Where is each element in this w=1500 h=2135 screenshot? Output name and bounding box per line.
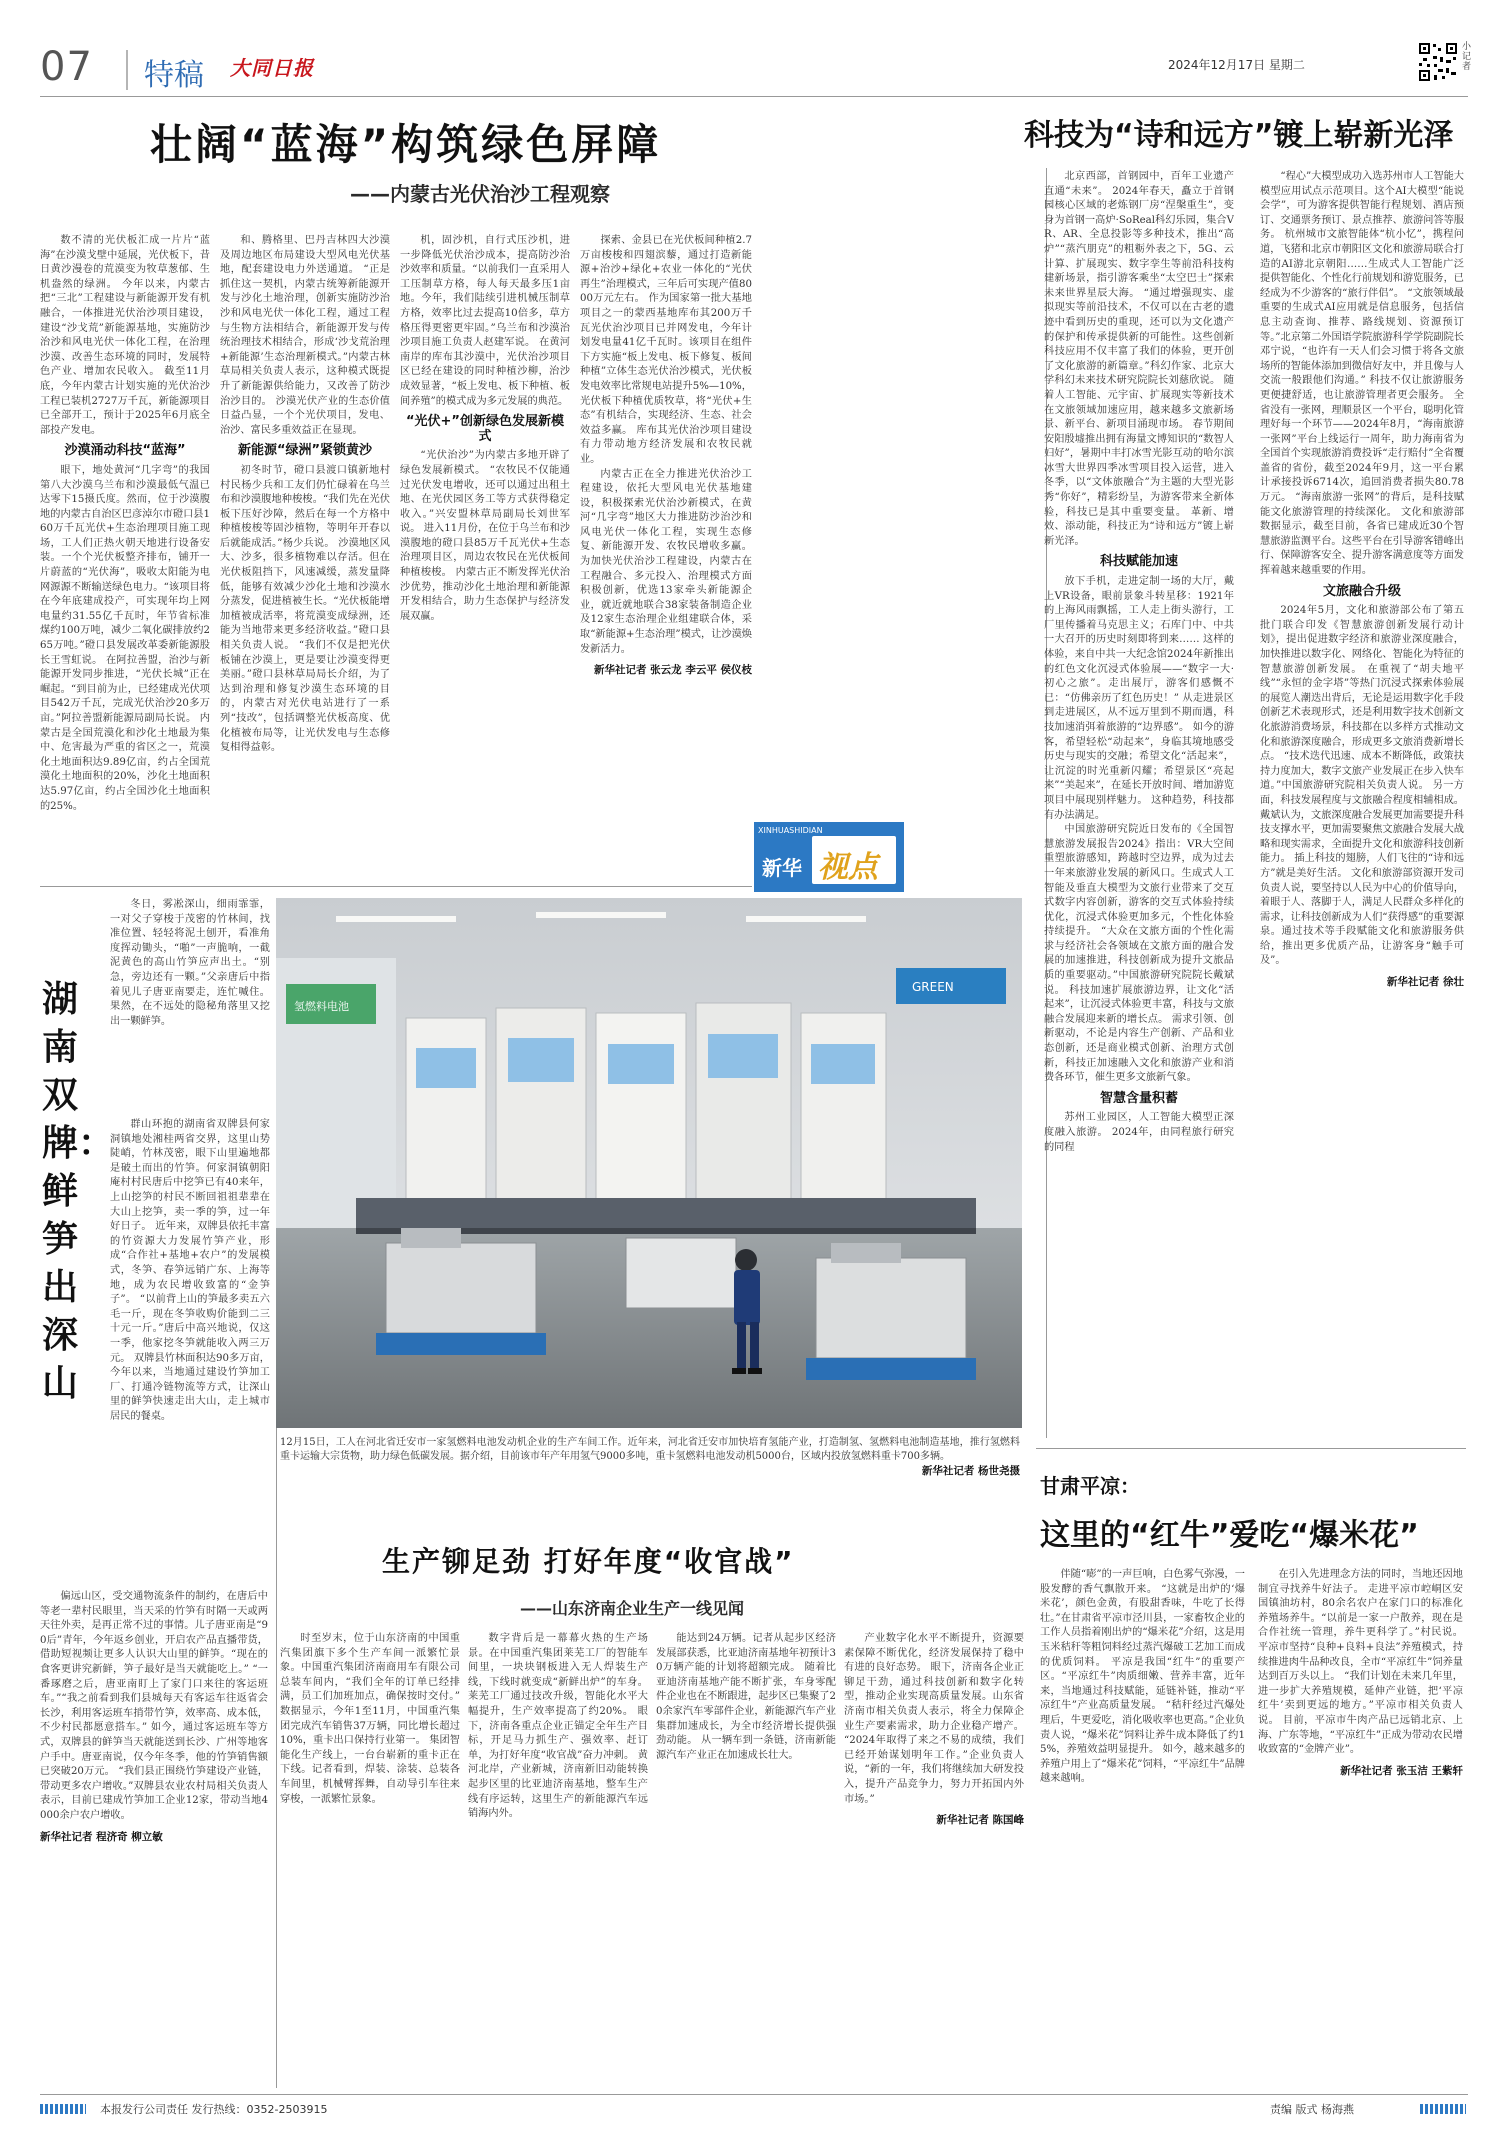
article3-title: 湖南双牌：鲜笋出深山 bbox=[42, 979, 115, 1404]
article5-byline: 新华社记者 张玉洁 王紫轩 bbox=[1340, 1764, 1463, 1777]
article3-col2 bbox=[110, 1118, 270, 1588]
article2-byline: 新华社记者 徐壮 bbox=[1386, 976, 1464, 989]
article2-col1b-body: 放下手机，走进定制一场的大厅，戴上VR设备，眼前景象斗转星移：1921年的上海风雨飘摇，工人走上街头游行，工厂里传播着马克思主义；石库门中、中共一大召开的历史时刻即将到来…… 这样的体验，来自中共一大纪念馆2024年新推出的红色文化沉浸式体验展——“数字一大·初心之旅”。走出展厅，游客们感慨不已：“仿佛亲历了红色历史！” 从走进景区到走进展区，从不远万里到不期而遇，科技加速消弭着旅游的“边界感”。 如今的游客，希望轻松“动起来”，身临其境地感受历史与现实的交融；希望文化“活起来”，让沉淀的时光重新闪耀；希望景区“亮起来”“美起来”，在延长开放时间、增加游览项目中展现别样魅力。 这种趋势，科技都有办法满足。 bbox=[1044, 576, 1234, 821]
article4-col4 bbox=[844, 1632, 1024, 2082]
article1-col2b-body: 初冬时节，磴口县渡口镇新地村村民杨少兵和工友们仍忙碌着在乌兰布和沙漠腹地种梭梭。“我们先在光伏板下压好沙障，然后在每一个方格中种植梭梭等固沙植物，等明年开春以后就能成活。”杨少兵说。 沙漠地区风大、沙多，很多植物难以存活。但在光伏板阻挡下，风速减缓，蒸发量降低，能够有效减少沙化土地和沙漠水分蒸发，促进植被生长。“光伏板能增加植被成活率，将荒漠变成绿洲，还能为当地带来更多经济收益。”磴口县相关负责人说。 “我们不仅是把光伏板铺在沙漠上，更是要让沙漠变得更美丽。”磴口县林草局局长介绍，为了达到治理和修复沙漠生态环境的目的，内蒙古对光伏电站进行了一系列“技改”，包括调整光伏板高度、优化植被布局等，让光伏发电与生态修复相得益彰。 bbox=[220, 464, 390, 754]
article1-col3-body: 机，固沙机，自行式压沙机，进一步降低光伏治沙成本，提高防沙治沙效率和质量。“以前我们一直采用人工压制草方格，每人每天最多压1亩地。今年，我们陆续引进机械压制草方格，效率比过去提高10倍多，草方格压得更密更牢固。”乌兰布和沙漠治沙项目施工负责人赵建军说。 在黄河南岸的库布其沙漠中，光伏治沙项目区已经在建设的同时种植沙柳，治沙成效显著，“板上发电、板下种植、板间养殖”的模式成为多元发展的典范。 bbox=[400, 235, 570, 407]
article5-col2-body: 在引入先进理念方法的同时，当地还因地制宜寻找养牛好法子。 走进平凉市崆峒区安国镇油坊村，80余名农户在家门口的标准化养殖场养牛。“以前是一家一户散养，现在是合作社统一管理，养牛更科学了。”村民说。 平凉市坚持“良种+良料+良法”养殖模式，持续推进肉牛品种改良，全市“平凉红牛”饲养量达到百万头以上。 “我们计划在未来几年里，进一步扩大养殖规模，延伸产业链，把‘平凉红牛’卖到更远的地方。”平凉市相关负责人说。 目前，平凉市牛肉产品已远销北京、上海、广东等地，“平凉红牛”正成为带动农民增收致富的“金牌产业”。 bbox=[1258, 1569, 1463, 1756]
photo-caption bbox=[280, 1436, 1020, 1478]
article4-col3-body: 能达到24万辆。记者从起步区经济发展部获悉，比亚迪济南基地年初预计30万辆产能的计划将超额完成。 随着比亚迪济南基地产能不断扩张，车身零配件企业也在不断跟进，起步区已集聚了20余家汽车零部件企业，新能源汽车产业集群加速成长，为全市经济增长提供强劲动能。 从一辆车到一条链，济南新能源汽车产业正在加速成长壮大。 bbox=[656, 1633, 836, 1761]
header-rule bbox=[40, 96, 1468, 97]
article5-title: 这里的“红牛”爱吃“爆米花” bbox=[1040, 1518, 1419, 1553]
footer-bar-right-icon bbox=[1420, 2104, 1466, 2114]
article1-subhead-3: “光伏+”创新绿色发展新模式 bbox=[406, 414, 564, 444]
article4-subtitle: ——山东济南企业生产一线见闻 bbox=[520, 1599, 745, 1618]
article1-title: 壮阔“蓝海”构筑绿色屏障 bbox=[150, 120, 662, 169]
photo-wall-sign-b: GREEN bbox=[912, 980, 954, 994]
badge-english: XINHUASHIDIAN bbox=[758, 826, 823, 835]
article1-col1-body: 数不清的光伏板汇成一片片“蓝海”在沙漠戈壁中延展，光伏板下，昔日黄沙漫卷的荒漠变为牧草葱郁、生机盎然的绿洲。 今年以来，内蒙古把“三北”工程建设与新能源开发有机融合，一体推进光伏治沙项目建设，建设“沙戈荒”新能源基地，实施防沙治沙和风电光伏一体化工程，在治理沙漠、改善生态环境的同时，发展特色产业、增加农民收入。 截至11月底，今年内蒙古计划实施的光伏治沙工程已装机2727万千瓦，新能源项目已全部开工，预计于2025年6月底全部投产发电。 bbox=[40, 235, 210, 436]
badge-left: 新华 bbox=[762, 856, 802, 880]
badge-right-box bbox=[812, 836, 896, 884]
article1-subhead-1: 沙漠涌动科技“蓝海” bbox=[64, 443, 186, 459]
divider-a5-top bbox=[1036, 1448, 1466, 1449]
article2-col1c-body: 中国旅游研究院近日发布的《全国智慧旅游发展报告2024》指出：VR大空间重塑旅游感知，跨越时空边界，成为过去一年来旅游业发展的新风口。生成式人工智能及垂直大模型为文旅行业带来了交互式数字内容创新，游客的交互式体验持续优化，沉浸式体验更加多元，个性化体验持续提升。 “大众在文旅方面的个性化需求与经济社会各领域在文旅方面的融合发展的加速推进，科技创新成为提升文旅品质的重要驱动。”中国旅游研究院院长戴斌说。 科技加速扩展旅游边界，让文化“活起来”，让沉浸式体验更丰富，科技与文旅融合发展迎来新的增长点。 需求引领、创新驱动，不论是内容生产创新、产品和业态创新，还是商业模式创新、治理方式创新，科技正加速融入文化和旅游产业和消费各环节，催生更多文旅新气象。 bbox=[1044, 824, 1234, 1084]
article2-col2 bbox=[1260, 170, 1464, 1440]
article2-subhead-2: 智慧含量积蓄 bbox=[1099, 1090, 1178, 1106]
article2-subhead-1: 科技赋能加速 bbox=[1099, 554, 1178, 570]
article1-col4 bbox=[580, 234, 752, 824]
article5-col2 bbox=[1258, 1568, 1463, 2088]
article1-col3 bbox=[400, 234, 570, 874]
article2-col2-body: “程心”大模型成功入选苏州市人工智能大模型应用试点示范项目。这个AI大模型“能说会学”，可为游客提供智能行程规划、酒店预订、交通票务预订、景点推荐、旅游问答等服务。 杭州城市文旅智能体“杭小忆”，携程问道，飞猪和北京市朝阳区文化和旅游局联合打造的AI游北京朝阳……生成式人工智能广泛提供智能化、个性化行前规划和游览服务，已经成为不少游客的“旅行伴侣”。 “文旅领域最重要的生成式AI应用就是信息服务，包括信息主动查询、推荐、路线规划、资源预订等。”北京第二外国语学院旅游科学学院副院长邓宁说，“也许有一天人们会习惯于将各文旅场所的智能体添加到微信好友中，并且像与人交流一般跟他们沟通。” 科技不仅让旅游服务更便捷舒适，也让旅游管理者更会服务。 全省没有一张网，理顺景区一个平台，聪明化管理好每一个环节——2024年8月，“海南旅游一张网”平台上线运行一周年，助力海南省为全国首个实现旅游消费投诉“走行赔付”全省覆盖省的省份，截至2024年9月，这一平台累计承接投诉6714次，追回消费者损失80.78万元。 “海南旅游一张网”的背后，是科技赋能文化旅游管理的持续深化。 文化和旅游部数据显示，截至目前，各省已建成近30个智慧旅游监测平台。这些平台在引导游客错峰出行、保障游客安全、提升游客满意度等方面发挥着越来越重要的作用。 bbox=[1260, 171, 1464, 577]
article2-subhead-3: 文旅融合升级 bbox=[1322, 583, 1401, 599]
article5-col1 bbox=[1040, 1568, 1245, 2088]
footer-left: 本报发行公司责任 发行热线：0352-2503915 bbox=[100, 2103, 328, 2116]
article3-byline: 新华社记者 程济奇 柳立敏 bbox=[40, 1830, 163, 1843]
article4-byline: 新华社记者 陈国峰 bbox=[936, 1814, 1024, 1827]
article2-col1d-body: 苏州工业园区，人工智能大模型正深度融入旅游。 2024年，由同程旅行研究的同程 bbox=[1044, 1112, 1234, 1153]
article2-col2b-body: 2024年5月，文化和旅游部公布了第五批门联合印发《智慧旅游创新发展行动计划》，提出促进数字经济和旅游业深度融合，加快推进以数字化、网络化、智能化为特征的智慧旅游创新发展。 在重视了“胡夫地平线”“永恒的金字塔”等热门沉浸式探索体验展的展览人潮迭出背后，无论是运用数字化手段创新艺术表现形式，还是利用数字技术创新文化旅游消费场景，科技都在以多样方式推动文化和旅游深度融合，形成更多文旅消费新增长点。 “技术迭代迅速、成本不断降低，政策扶持力度加大，数字文旅产业发展正在步入快车道。”中国旅游研究院相关负责人说。 另一方面，科技发展程度与文旅融合程度相辅相成。戴斌认为，文旅深度融合发展更加需要提升科技支撑水平，更加需要聚焦文旅融合发展大战略和现实需求，全面提升文化和旅游科技创新能力。 插上科技的翅膀，人们飞往的“诗和远方”就是美好生活。 文化和旅游部资源开发司负责人说，要坚持以人民为中心的价值导向，着眼于人、落脚于人，满足人民群众多样化的需求，让科技创新成为人们“获得感”的重要源泉。通过技术等手段赋能文化和旅游服务供给，推出更多优质产品，让游客身“触手可及”。 bbox=[1260, 605, 1464, 967]
article1-col4-body: 探索、金县已在光伏板间种植2.7万亩梭梭和四翅滨藜，通过打造新能源+治沙+绿化+农业一体化的“光伏再生”治理模式，三年后可实现产值8000万元左右。 作为国家第一批大基地项目之一的蒙西基地库布其200万千瓦光伏治沙项目已并网发电，今年计划发电量41亿千瓦时。该项目在组件下方实施“板上发电、板下修复、板间种植”立体生态光伏治沙模式，光伏板发电效率比常规电站提升5%—10%，光伏板下种植优质牧草，将“光伏+生态”有机结合，实现经济、生态、社会效益多赢。 库布其光伏治沙项目建设有力带动地方经济发展和农牧民就业。 bbox=[580, 235, 752, 465]
article1-col1b-body: 眼下，地处黄河“几字弯”的我国第八大沙漠乌兰布和沙漠最低气温已达零下15摄氏度。然而，位于沙漠腹地的内蒙古自治区巴彦淖尔市磴口县160万千瓦光伏+生态治理项目施工现场，工人们正热火朝天地进行设备安装。一个个光伏板整齐排布，铺开一片蔚蓝的“光伏海”，吸收太阳能为电网源源不断输送绿色电力。“该项目将在今年底建成投产，可实现年均上网电量约31.55亿千瓦时，年节省标准煤约100万吨，减少二氧化碳排放约265万吨。”磴口县发展改革委新能源股长王雪虹说。 在阿拉善盟，治沙与新能源开发同步推进，“光伏长城”正在崛起。“到目前为止，已经建成光伏项目542万千瓦，完成光伏治沙20多万亩。”阿拉善盟新能源局副局长说。 内蒙古是全国荒漠化和沙化土地最为集中、危害最为严重的省区之一，荒漠化土地面积达9.89亿亩，约占全国荒漠化土地面积的20%，沙化土地面积达5.97亿亩，约占全国沙化土地面积的25%。 bbox=[40, 464, 210, 812]
page-number: 07 bbox=[40, 44, 93, 90]
article1-subhead-2: 新能源“绿洲”紧锁黄沙 bbox=[237, 443, 373, 459]
article4-col3 bbox=[656, 1632, 836, 2082]
footer bbox=[40, 2094, 1468, 2124]
xinhua-viewpoint-badge bbox=[754, 822, 904, 892]
article5-col1-body: 伴随“嘭”的一声巨响，白色雾气弥漫，一股发酵的香气飘散开来。 “这就是出炉的‘爆米花’，颜色金黄，有股甜香味，牛吃了长得壮。”在甘肃省平凉市泾川县，一家畜牧企业的工作人员指着刚出炉的“爆米花”介绍，这是用玉米秸秆等粗饲料经过蒸汽爆破工艺加工而成的优质饲料。 平凉是我国“红牛”的重要产区。“平凉红牛”肉质细嫩、营养丰富，近年来，当地通过科技赋能，延链补链，推动“平凉红牛”产业高质量发展。 “秸秆经过汽爆处理后，牛更爱吃，消化吸收率也更高。”企业负责人说，“爆米花”饲料让养牛成本降低了约15%，养殖效益明显提升。 如今，越来越多的养殖户用上了“爆米花”饲料，“平凉红牛”品牌越来越响。 bbox=[1040, 1569, 1245, 1785]
article4-col1-body: 时至岁末，位于山东济南的中国重汽集团旗下多个生产车间一派繁忙景象。中国重汽集团济南商用车有限公司总装车间内，“我们全年的订单已经排满，员工们加班加点，确保按时交付。” 数据显示，今年1至11月，中国重汽集团完成汽车销售37万辆，同比增长超过10%，重卡出口保持行业第一。 集团智能化生产线上，一台台崭新的重卡正在下线。记者看到，焊装、涂装、总装各车间里，机械臂挥舞，自动导引车往来穿梭，一派繁忙景象。 bbox=[280, 1633, 460, 1805]
article3-col1 bbox=[110, 898, 270, 1110]
article4-col2-body: 数字背后是一幕幕火热的生产场景。在中国重汽集团莱芜工厂的智能车间里，一块块钢板进入无人焊装生产线，下线时就变成“新鲜出炉”的车身。莱芜工厂通过技改升级，智能化水平大幅提升，生产效率提高了约20%。 眼下，济南各重点企业正锚定全年生产目标，开足马力抓生产、强效率、赶订单，为打好年度“收官战”奋力冲刺。 黄河北岸，产业新城，济南新旧动能转换起步区里的比亚迪济南基地，整车生产线有序运转，这里生产的新能源汽车远销海内外。 bbox=[468, 1633, 648, 1820]
article2-col1-body: 北京西部，首钢园中，百年工业遗产直通“未来”。 2024年春天，矗立于首钢园核心区域的老炼钢厂房“涅槃重生”，变身为首钢一高炉·SoReal科幻乐园，集合VR、AR、全息投影等多种技术，推出“高炉”“蒸汽朋克”的粗粝外表之下，5G、云计算、扩展现实、数字孪生等前沿科技构建新场景，指引游客乘坐“太空巴士”探索未来世界星辰大海。 “通过增强现实、虚拟现实等前沿技术，不仅可以在古老的遗迹中看到历史的重现，还可以为文化遗产的保护和传承提供新的可能性。这些创新科技应用不仅丰富了我们的体验，更开创了文化旅游的新篇章。”科幻作家、北京大学科幻未来技术研究院院长刘慈欣说。 随着人工智能、元宇宙、扩展现实等新技术在文旅领域加速应用，越来越多文旅新场景、新平台、新项目涌现市场。 春节期间安阳殷墟推出拥有海量文博知识的“数智人妇好”，暑期中丰打冰雪光影互动的哈尔滨冰雪大世界四季冰雪项目投入运营，进入冬季，以“文体旅融合”为主题的大型光影秀“你好”，精彩纷呈，为游客带来全新体验，科技已是其中重要变量。 革新、增效、添动能，科技正为“诗和远方”镀上崭新光泽。 bbox=[1044, 171, 1234, 547]
qr-code-icon bbox=[1418, 42, 1458, 82]
article4-title: 生产铆足劲 打好年度“收官战” bbox=[382, 1545, 795, 1578]
article1-byline: 新华社记者 张云龙 李云平 侯仪枝 bbox=[594, 664, 752, 677]
photo-caption-text: 12月15日，工人在河北省迁安市一家氢燃料电池发动机企业的生产车间工作。近年来，河北省迁安市加快培育氢能产业，打造制氢、氢燃料电池制造基地，推行氢燃料重卡运输大宗货物，助力绿色低碳发展。据介绍，目前该市年产年用氢气9000多吨，重卡氢燃料电池发动机5000台，区域内投放氢燃料重卡700多辆。 bbox=[280, 1437, 1020, 1462]
article5-kicker: 甘肃平凉： bbox=[1040, 1474, 1140, 1498]
article1-subtitle: ——内蒙古光伏治沙工程观察 bbox=[350, 182, 610, 206]
photo-wall-sign: 氢燃料电池 bbox=[294, 1000, 349, 1013]
article3-col3-body: 偏远山区，受交通物流条件的制约，在唐后中等老一辈村民眼里，当天采的竹笋有时隔一天或两天往外卖，是再正常不过的事情。儿子唐亚南是“90后”青年，今年返乡创业，开启农产品直播带货，借助短视频让更多人认识大山里的鲜笋。“现在的食客更讲究新鲜，笋子最好是当天就能吃上。” “一番琢磨之后，唐亚南盯上了家门口来往的客运班车。”“我之前看到我们县城每天有客运车往返省会长沙，利用客运班车捎带竹笋，效率高、成本低，不少村民都愿意搭车。” 如今，通过客运班车等方式，双牌县的鲜笋当天就能送到长沙、广州等地客户手中。唐亚南说，仅今年冬季，他的竹笋销售额已突破20万元。 “我们县正围绕竹笋建设产业链，带动更多农户增收。”双牌县农业农村局相关负责人表示，目前已建成竹笋加工企业12家，带动当地4000余户农户增收。 bbox=[40, 1591, 268, 1821]
article3-col2-body: 群山环抱的湖南省双牌县何家洞镇地处湘桂两省交界，这里山势陡峭，竹林茂密，眼下山里遍地都是破土而出的竹笋。何家洞镇朝阳庵村村民唐后中挖笋已有40来年，上山挖笋的村民不断回祖祖辈辈在大山上挖笋，卖一季的笋，过一年好日子。 近年来，双牌县依托丰富的竹资源大力发展竹笋产业，形成“合作社+基地+农户”的发展模式，冬笋、春笋远销广东、上海等地，成为农民增收致富的“金笋子”。 “以前背上山的笋最多卖五六毛一斤，现在冬笋收购价能到二三十元一斤。”唐后中高兴地说，仅这一季，他家挖冬笋就能收入两三万元。 双牌县竹林面积达90多万亩，今年以来，当地通过建设竹笋加工厂、打通冷链物流等方式，让深山里的鲜笋快速走出大山，走上城市居民的餐桌。 bbox=[110, 1119, 270, 1422]
footer-right: 责编 版式 杨海燕 bbox=[1270, 2103, 1354, 2116]
header-divider bbox=[126, 50, 128, 90]
article4-col1 bbox=[280, 1632, 460, 2082]
article4-col4-body: 产业数字化水平不断提升，资源要素保障不断优化，经济发展保持了稳中有进的良好态势。 眼下，济南各企业正铆足干劲，通过科技创新和数字化转型，推动企业实现高质量发展。山东省济南市相关负责人表示，将全力保障企业生产要素需求，助力企业稳产增产。 “2024年取得了来之不易的成绩，我们已经开始谋划明年工作。”企业负责人说，“新的一年，我们将继续加大研发投入，提升产品竞争力，努力开拓国内外市场。” bbox=[844, 1633, 1024, 1805]
article3-col3 bbox=[40, 1590, 268, 2090]
article2-col1 bbox=[1044, 170, 1234, 1450]
photo-credit: 新华社记者 杨世尧摄 bbox=[921, 1465, 1020, 1477]
article4-col2 bbox=[468, 1632, 648, 2082]
article1-col2 bbox=[220, 234, 390, 874]
article3-col1-body: 冬日，雾凇深山，细雨霏霏，一对父子穿梭于茂密的竹林间，找准位置、轻轻将泥土刨开，看准角度挥动锄头，“啪”一声脆响，一截泥黄色的高山竹笋应声出土。“别急，旁边还有一颗。”父亲唐后中指着见儿子唐亚南要走，连忙喊住。果然，在不远处的隐秘角落里又挖出一颗鲜笋。 bbox=[110, 899, 270, 1027]
section-name: 特稿 bbox=[144, 58, 204, 93]
masthead-logo: 大同日报 bbox=[230, 56, 314, 80]
qr-caption: 小记者 bbox=[1462, 42, 1472, 72]
article1-col3b-body: “光伏治沙”为内蒙古多地开辟了绿色发展新模式。 “农牧民不仅能通过光伏发电增收，还可以通过出租土地、在光伏园区务工等方式获得稳定收入。”兴安盟林草局副局长刘世军说。 进入11月份，在位于乌兰布和沙漠腹地的磴口县85万千瓦光伏+生态治理项目区，周边农牧民在光伏板间种植梭梭。 内蒙古正不断发挥光伏治沙优势，推动沙化土地治理和新能源开发相结合，助力生态保护与经济发展双赢。 bbox=[400, 450, 570, 622]
factory-photo bbox=[276, 898, 1022, 1428]
badge-right: 视点 bbox=[818, 850, 878, 885]
divider-a1-bottom bbox=[40, 886, 752, 887]
page-header bbox=[40, 42, 1472, 100]
article1-col1 bbox=[40, 234, 210, 874]
article2-title: 科技为“诗和远方”镀上崭新光泽 bbox=[1024, 118, 1454, 153]
article1-col2-body: 和、腾格里、巴丹吉林四大沙漠及周边地区布局建设大型风电光伏基地，配套建设电力外送通道。 “正是抓住这一契机，内蒙古统筹新能源开发与沙化土地治理，创新实施防沙治沙和风电光伏一体化工程，通过工程与生物方法相结合，新能源开发与传统治理技术相结合，形成‘沙戈荒治理+新能源’生态治理新模式。”内蒙古林草局相关负责人表示，这种模式既提升了新能源供给能力，又改善了防沙治沙目的。 沙漠光伏产业的生态价值日益凸显，一个个光伏项目，发电、治沙、富民多重效益正在显现。 bbox=[220, 235, 390, 436]
footer-bar-icon bbox=[40, 2104, 86, 2114]
article1-col4b-body: 内蒙古正在全力推进光伏治沙工程建设，依托大型风电光伏基地建设，积极探索光伏治沙新模式，在黄河“几字弯”地区大力推进防沙治沙和风电光伏一体化工程，实现生态修复、新能源开发、农牧民增收多赢。 为加快光伏治沙工程建设，内蒙古在工程融合、多元投入、治理模式方面积极创新，优选13家牵头新能源企业，就近就地联合38家装备制造企业及12家生态治理企业组建联合体，采取“新能源+生态治理”模式，让沙漠焕发新活力。 bbox=[580, 468, 752, 655]
issue-date: 2024年12月17日 星期二 bbox=[1168, 58, 1305, 72]
